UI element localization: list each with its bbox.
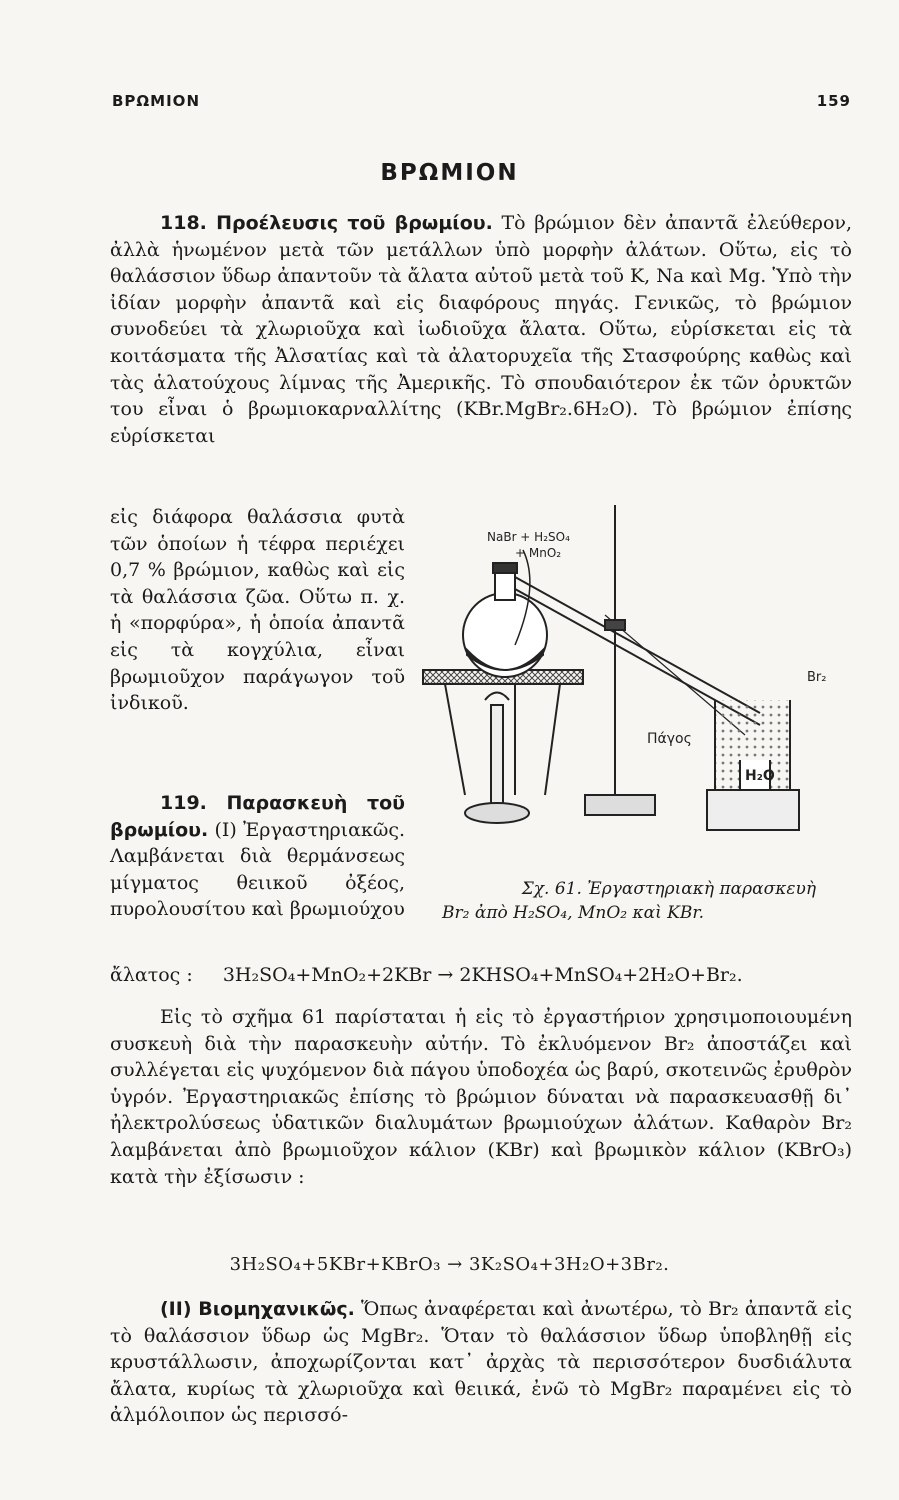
section-118-heading: 118. Προέλευσις τοῦ βρωμίου. [160,212,493,234]
figure-label-reagents-2: + MnO₂ [515,546,562,560]
section-118-body-narrow: εἰς διάφορα θαλάσσια φυτὰ τῶν ὁποίων ἡ τέφρα περιέχει 0,7 % βρώμιον, καθὼς καὶ εἰς τὰ θαλάσσια ζῶα. Οὕτω π. χ. ἡ «πορφύρα», ἡ ὁποία ἀπαντᾶ εἰς τὰ κογχύλια, εἶναι βρωμιοῦχον παράγωγον τοῦ ἰνδικοῦ. [110,506,405,715]
figure-caption-line-2: Br₂ ἀπὸ H₂SO₄, MnO₂ καὶ KBr. [442,903,705,923]
page-number: 159 [816,92,851,110]
industrial-paragraph [110,1296,852,1429]
burner-flame [485,693,509,701]
equation-2: 3H₂SO₄+5KBr+KBrO₃ → 3K₂SO₄+3H₂O+3Br₂. [229,1254,670,1275]
beaker-pedestal [707,790,799,830]
section-119-paragraph-2 [110,1004,852,1190]
burner-base [465,803,529,823]
industrial-heading: (II) Βιομηχανικῶς. [160,1298,355,1320]
equation-1-lead: ἄλατος : [110,964,193,986]
clamp [605,620,625,630]
section-119-para2: Εἰς τὸ σχῆμα 61 παρίσταται ἡ εἰς τὸ ἐργαστήριον χρησιμοποιουμένη συσκευὴ διὰ τὴν παρασκευὴν αὐτήν. Τὸ ἐκλυόμενον Br₂ ἀποστάζει καὶ συλλέγεται εἰς ψυχόμενον διὰ πάγου ὑποδοχέα ὡς βαρύ, σκοτεινῶς ἐρυθρὸν ὑγρόν. Ἐργαστηριακῶς ἐπίσης τὸ βρώμιον δύναται νὰ παρασκευασθῇ δι᾽ ἠλεκτρολύσεως ὑδατικῶν διαλυμάτων βρωμιούχων ἀλάτων. Καθαρὸν Br₂ λαμβάνεται ἀπὸ βρωμιοῦχον κάλιον (KBr) καὶ βρωμικὸν κάλιον (KBrO₃) κατὰ τὴν ἐξίσωσιν : [110,1006,852,1188]
burner-tube [491,705,503,805]
figure-label-reagents-1: NaBr + H₂SO₄ [487,530,570,544]
section-118-body: Τὸ βρώμιον δὲν ἀπαντᾶ ἐλεύθερον, ἀλλὰ ἡνωμένον μετὰ τῶν μετάλλων ὑπὸ μορφὴν ἀλάτων. Οὕτω, εἰς τὸ θαλάσσιον ὕδωρ ἀπαντοῦν τὰ ἄλατα αὐτοῦ μετὰ τοῦ Κ, Na καὶ Mg. Ὑπὸ τὴν ἰδίαν μορφὴν ἀπαντᾶ καὶ εἰς διαφόρους πηγάς. Γενικῶς, τὸ βρώμιον συνοδεύει τὰ χλωριοῦχα καὶ ἰωδιοῦχα ἄλατα. Οὕτω, εὑρίσκεται εἰς τὰ κοιτάσματα τῆς Ἀλσατίας καὶ τὰ ἀλατορυχεῖα τῆς Στασφούρης καθὼς καὶ τὰς ἁλατούχους λίμνας τῆς Ἀμερικῆς. Τὸ σπουδαιότερον ἐκ τῶν ὀρυκτῶν του εἶναι ὁ βρωμιοκαρναλλίτης (KBr.MgBr₂.6H₂O). Τὸ βρώμιον ἐπίσης εὑρίσκεται [110,212,852,447]
stand-base [585,795,655,815]
section-118 [110,210,852,449]
figure-label-water: H₂O [745,768,775,784]
delivery-tube-top [515,577,760,713]
figure-label-product: Br₂ [807,670,827,685]
flask-neck [495,570,515,600]
figure-caption-line-1: Σχ. 61. Ἐργαστηριακὴ παρασκευὴ [521,879,816,899]
section-119-paragraph [110,790,405,923]
tripod-leg-right [545,684,560,795]
running-head [112,92,851,110]
figure-label-ice: Πάγος [647,731,692,747]
section-118-paragraph [110,210,852,449]
section-119-heading: 119. Παρασκευὴ τοῦ βρωμίου. [110,792,405,841]
section-118-narrow [110,504,405,717]
apparatus-figure [415,495,855,875]
figure-caption [436,877,856,925]
running-head-chapter: ΒΡΩΜΙΟΝ [112,92,200,110]
equation-1: 3H₂SO₄+MnO₂+2KBr → 2KHSO₄+MnSO₄+2H₂O+Br₂. [222,964,743,986]
page-title: ΒΡΩΜΙΟΝ [380,160,519,186]
section-119 [110,790,405,923]
tripod-leg-left [445,684,465,795]
flask-stopper [493,563,517,573]
section-119-body-narrow: (I) Ἐργαστηριακῶς. Λαμβάνεται διὰ θερμάνσεως μίγματος θειικοῦ ὀξέος, πυρολουσίτου καὶ βρωμιούχου [110,818,406,921]
flask-bulb [463,593,547,677]
section-119-industrial [110,1296,852,1429]
equation-1-line [110,962,852,989]
industrial-body: Ὅπως ἀναφέρεται καὶ ἀνωτέρω, τὸ Br₂ ἀπαντᾶ εἰς τὸ θαλάσσιον ὕδωρ ὡς MgBr₂. Ὅταν τὸ θαλάσσιον ὕδωρ ὑποβληθῇ εἰς κρυστάλλωσιν, ἀποχωρίζονται κατ᾽ ἀρχὰς τὰ περισσότερον δυσδιάλυτα ἄλατα, κυρίως τὰ χλωριοῦχα καὶ θειικά, ἐνῶ τὸ MgBr₂ παραμένει εἰς τὸ ἀλμόλοιπον ὡς περισσό- [110,1298,852,1427]
